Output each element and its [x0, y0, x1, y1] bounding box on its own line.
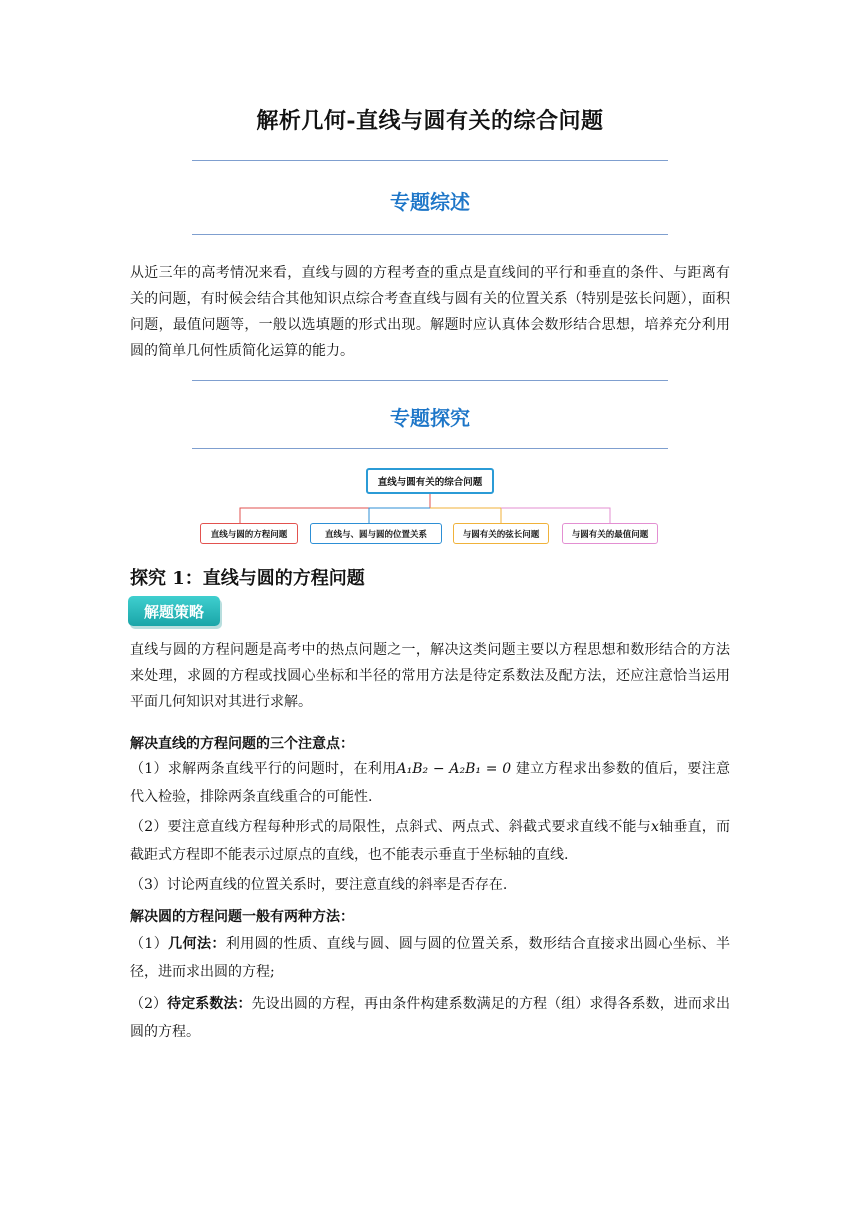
circle-methods-heading: 解决圆的方程问题一般有两种方法：	[130, 909, 354, 925]
section-heading-explore: 专题探究	[390, 406, 470, 430]
list-item: （2）待定系数法：先设出圆的方程，再由条件构建系数满足的方程（组）求得各系数，进而求出圆的方程。	[130, 996, 731, 1040]
list-item: （2）要注意直线方程每种形式的局限性，点斜式、两点式、斜截式要求直线不能与x轴垂直，而截距式方程即不能表示过原点的直线，也不能表示垂直于坐标轴的直线.	[130, 819, 730, 863]
divider	[192, 380, 668, 381]
list-item: （1）求解两条直线平行的问题时，在利用A₁B₂ − A₂B₁ = 0 建立方程求出参数的值后，要注意代入检验，排除两条直线重合的可能性.	[130, 761, 730, 805]
list-item: （1）几何法：利用圆的性质、直线与圆、圆与圆的位置关系，数形结合直接求出圆心坐标、半径，进而求出圆的方程;	[130, 936, 731, 980]
divider	[192, 234, 668, 235]
divider	[192, 160, 668, 161]
overview-paragraph: 从近三年的高考情况来看，直线与圆的方程考查的重点是直线间的平行和垂直的条件、与距离有关的问题，有时候会结合其他知识点综合考查直线与圆有关的位置关系（特别是弦长问题），面积问题，最值问题等，一般以选填题的形式出现。解题时应认真体会数形结合思想，培养充分利用圆的简单几何性质简化运算的能力。	[130, 265, 730, 359]
strategy-badge: 解题策略	[128, 596, 220, 626]
page-title: 解析几何-直线与圆有关的综合问题	[256, 108, 604, 134]
mindmap-node: 直线与、圆与圆的位置关系	[310, 523, 442, 544]
list-item: （3）讨论两直线的位置关系时，要注意直线的斜率是否存在.	[130, 877, 508, 893]
mindmap-node: 直线与圆的方程问题	[200, 523, 298, 544]
mindmap-node: 与圆有关的最值问题	[562, 523, 658, 544]
mindmap-node: 与圆有关的弦长问题	[453, 523, 549, 544]
line-notes-heading: 解决直线的方程问题的三个注意点：	[130, 736, 354, 752]
mindmap-root: 直线与圆有关的综合问题	[366, 468, 494, 494]
strategy-intro: 直线与圆的方程问题是高考中的热点问题之一，解决这类问题主要以方程思想和数形结合的方法来处理，求圆的方程或找圆心坐标和半径的常用方法是待定系数法及配方法，还应注意恰当运用平面几何知识对其进行求解。	[130, 642, 730, 710]
explore-heading: 探究 1：直线与圆的方程问题	[130, 568, 365, 589]
divider	[192, 448, 668, 449]
section-heading-overview: 专题综述	[390, 190, 470, 214]
